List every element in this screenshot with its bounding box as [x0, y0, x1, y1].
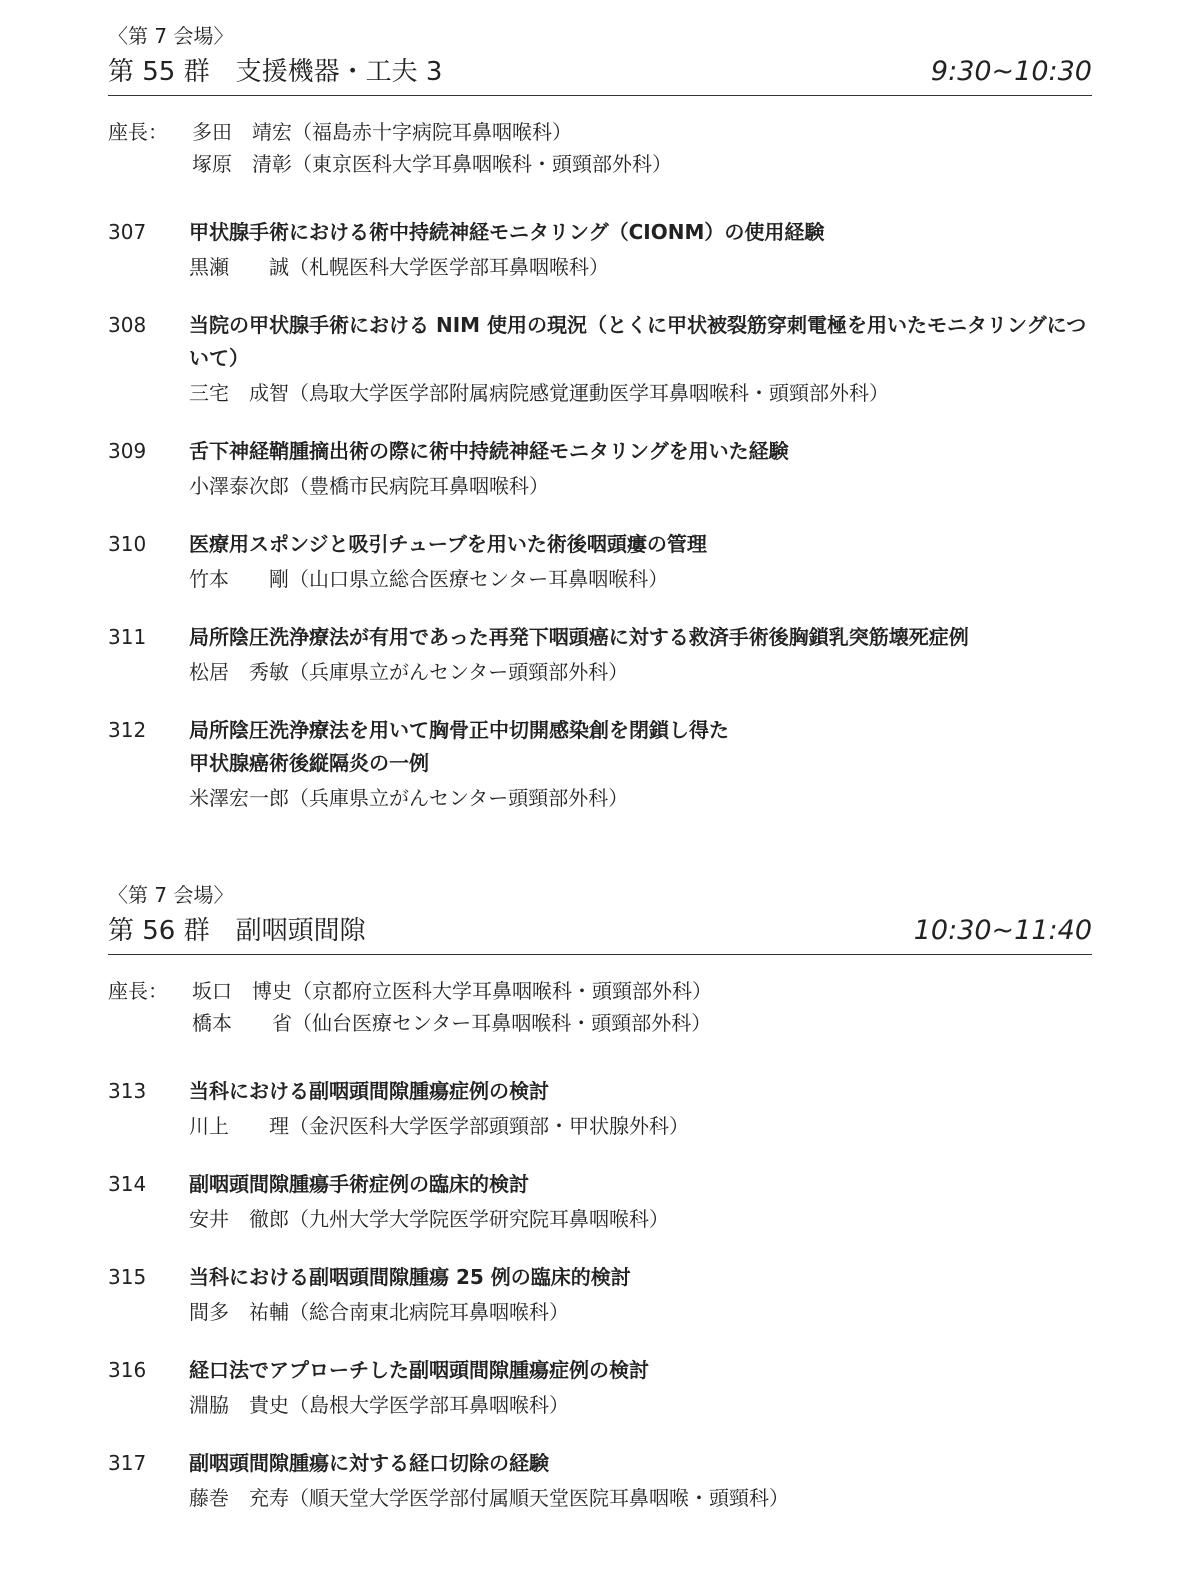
talk-item [108, 1354, 1092, 1422]
talk-number: 308 [108, 313, 147, 337]
talk-author: 川上 理（金沢医科大学医学部頭頸部・甲状腺外科） [189, 1114, 689, 1138]
talk-author: 松居 秀敏（兵庫県立がんセンター頭頸部外科） [189, 660, 629, 684]
chair-name: 塚原 清彰（東京医科大学耳鼻咽喉科・頭頸部外科） [192, 152, 672, 176]
talk-title: 局所陰圧洗浄療法を用いて胸骨正中切開感染創を閉鎖し得た 甲状腺癌術後縦隔炎の一例 [189, 718, 729, 775]
chair-label: 座長： [108, 120, 168, 144]
talk-author: 米澤宏一郎（兵庫県立がんセンター頭頸部外科） [189, 786, 629, 810]
talk-list [108, 216, 1092, 815]
talk-author: 藤巻 充寿（順天堂大学医学部付属順天堂医院耳鼻咽喉・頭頸科） [189, 1486, 789, 1510]
talk-body [189, 621, 1092, 689]
chair-name: 橋本 省（仙台医療センター耳鼻咽喉科・頭頸部外科） [192, 1011, 712, 1035]
talk-list [108, 1075, 1092, 1515]
session-block [108, 22, 1092, 815]
talk-item [108, 435, 1092, 503]
session-header [108, 50, 1092, 96]
talk-title: 当科における副咽頭間隙腫瘍 25 例の臨床的検討 [189, 1265, 631, 1289]
talk-number: 310 [108, 532, 147, 556]
talk-title: 舌下神経鞘腫摘出術の際に術中持続神経モニタリングを用いた経験 [189, 439, 789, 463]
talk-body [189, 1447, 1092, 1515]
talk-body [189, 435, 1092, 503]
talk-body [189, 1168, 1092, 1236]
talk-author: 三宅 成智（鳥取大学医学部附属病院感覚運動医学耳鼻咽喉科・頭頸部外科） [189, 381, 889, 405]
talk-number: 312 [108, 718, 147, 742]
talk-title: 甲状腺手術における術中持続神経モニタリング（CIONM）の使用経験 [189, 220, 825, 244]
talk-item [108, 1075, 1092, 1143]
talk-title: 当院の甲状腺手術における NIM 使用の現況（とくに甲状被裂筋穿刺電極を用いたモニタリングについて） [189, 313, 1087, 370]
chair-name: 坂口 博史（京都府立医科大学耳鼻咽喉科・頭頸部外科） [192, 979, 712, 1003]
talk-number: 317 [108, 1451, 147, 1475]
talk-number: 309 [108, 439, 147, 463]
talk-author: 小澤泰次郎（豊橋市民病院耳鼻咽喉科） [189, 474, 549, 498]
session-title: 第 56 群 副咽頭間隙 [108, 916, 366, 946]
talk-number: 314 [108, 1172, 147, 1196]
talk-author: 黒瀬 誠（札幌医科大学医学部耳鼻咽喉科） [189, 255, 609, 279]
talk-number: 307 [108, 220, 147, 244]
venue-label: 〈第 7 会場〉 [108, 883, 234, 907]
chairpersons [108, 116, 1092, 180]
talk-title: 副咽頭間隙腫瘍に対する経口切除の経験 [189, 1451, 549, 1475]
talk-item [108, 309, 1092, 410]
session-time: 9:30~10:30 [930, 56, 1092, 87]
session-header [108, 909, 1092, 955]
talk-title: 局所陰圧洗浄療法が有用であった再発下咽頭癌に対する救済手術後胸鎖乳突筋壊死症例 [189, 625, 969, 649]
chair-label: 座長： [108, 979, 168, 1003]
talk-author: 淵脇 貴史（島根大学医学部耳鼻咽喉科） [189, 1393, 569, 1417]
talk-title: 医療用スポンジと吸引チューブを用いた術後咽頭瘻の管理 [189, 532, 707, 556]
talk-item [108, 621, 1092, 689]
venue-label: 〈第 7 会場〉 [108, 24, 234, 48]
talk-body [189, 528, 1092, 596]
talk-body [189, 714, 1092, 815]
talk-body [189, 1261, 1092, 1329]
chair-list [192, 975, 712, 1039]
talk-number: 311 [108, 625, 147, 649]
talk-author: 安井 徹郎（九州大学大学院医学研究院耳鼻咽喉科） [189, 1207, 669, 1231]
talk-number: 316 [108, 1358, 147, 1382]
talk-number: 315 [108, 1265, 147, 1289]
talk-title: 副咽頭間隙腫瘍手術症例の臨床的検討 [189, 1172, 529, 1196]
talk-body [189, 1354, 1092, 1422]
talk-title: 当科における副咽頭間隙腫瘍症例の検討 [189, 1079, 549, 1103]
talk-item [108, 1168, 1092, 1236]
talk-item [108, 714, 1092, 815]
talk-body [189, 1075, 1092, 1143]
talk-item [108, 1261, 1092, 1329]
talk-number: 313 [108, 1079, 147, 1103]
session-block [108, 881, 1092, 1515]
session-title: 第 55 群 支援機器・工夫 3 [108, 57, 443, 87]
talk-author: 竹本 剛（山口県立総合医療センター耳鼻咽喉科） [189, 567, 669, 591]
talk-item [108, 216, 1092, 284]
chair-name: 多田 靖宏（福島赤十字病院耳鼻咽喉科） [192, 120, 572, 144]
talk-item [108, 1447, 1092, 1515]
talk-item [108, 528, 1092, 596]
program-page [108, 22, 1092, 1581]
talk-body [189, 309, 1092, 410]
chairpersons [108, 975, 1092, 1039]
session-time: 10:30~11:40 [913, 915, 1092, 946]
talk-title: 経口法でアプローチした副咽頭間隙腫瘍症例の検討 [189, 1358, 649, 1382]
talk-author: 間多 祐輔（総合南東北病院耳鼻咽喉科） [189, 1300, 569, 1324]
talk-body [189, 216, 1092, 284]
chair-list [192, 116, 672, 180]
